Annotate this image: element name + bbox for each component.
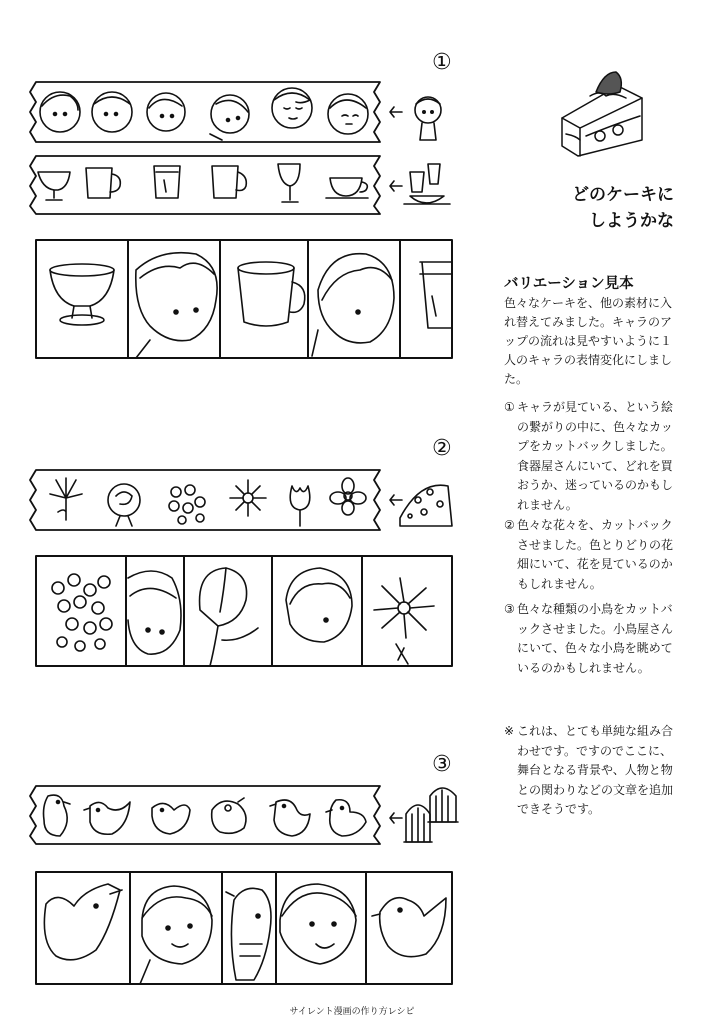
flower-cluster-icon xyxy=(169,485,205,524)
glass-icon xyxy=(154,166,180,198)
item-mark: ① xyxy=(504,400,515,414)
dishes-group-icon xyxy=(404,164,450,204)
bird-closeup-icon xyxy=(44,884,122,960)
birdcage-icon xyxy=(428,788,458,822)
face-icon xyxy=(328,94,368,134)
face-closeup-icon xyxy=(280,884,356,964)
face-closeup-icon xyxy=(140,886,212,984)
item-text: 色々な種類の小鳥をカットバックさせました。小鳥屋さんにいて、色々な小鳥を眺めているのかもしれません。 xyxy=(517,602,674,675)
bird-icon xyxy=(270,800,310,836)
section-number-3: ③ xyxy=(432,752,452,777)
flower-cluster-icon xyxy=(52,574,112,651)
variation-item-1 xyxy=(504,398,676,515)
flower-icon xyxy=(330,478,366,515)
face-icon xyxy=(40,92,80,132)
item-mark: ② xyxy=(504,518,515,532)
bird-icon xyxy=(326,800,366,836)
film-strip-flowers xyxy=(30,470,452,530)
section-number-1: ① xyxy=(432,50,452,75)
face-icon xyxy=(210,95,249,140)
mug-icon xyxy=(238,262,305,326)
daisy-icon xyxy=(230,480,266,516)
note-mark: ※ xyxy=(504,724,515,738)
bird-closeup-icon xyxy=(226,888,271,980)
mug-icon xyxy=(86,168,120,198)
birdcage-icon xyxy=(404,805,432,842)
lily-icon xyxy=(50,478,82,520)
reference-character-icon xyxy=(415,97,441,140)
section-number-2: ② xyxy=(432,436,452,461)
variation-item-2 xyxy=(504,516,676,594)
cake-caption-line-2: しようかな xyxy=(589,211,674,231)
cake-slice-icon xyxy=(562,72,642,156)
variation-item-3 xyxy=(504,600,676,678)
item-text: 色々な花々を、カットバックさせました。色とりどりの花畑にいて、花を見ているのかもしれません。 xyxy=(517,518,674,591)
panel-row-1 xyxy=(36,240,452,358)
face-icon xyxy=(92,92,132,132)
bird-closeup-icon xyxy=(372,898,446,957)
face-closeup-icon xyxy=(128,571,181,654)
flower-bed-icon xyxy=(400,485,452,526)
bird-icon xyxy=(44,795,71,836)
face-icon xyxy=(147,93,185,131)
note-text: これは、とても単純な組み合わせです。ですのでここに、舞台となる背景や、人物と物との関わりなどの文章を追加できそうです。 xyxy=(517,724,674,816)
bird-icon xyxy=(152,803,190,834)
variation-intro: 色々なケーキを、他の素材に入れ替えてみました。キャラのアップの流れは見やすいように１人のキャラの表情変化にしました。 xyxy=(504,296,673,386)
item-mark: ③ xyxy=(504,602,515,616)
bird-icon xyxy=(212,798,246,833)
rose-icon xyxy=(108,484,140,526)
bird-icon xyxy=(84,802,130,834)
panel-row-3 xyxy=(36,872,452,984)
face-closeup-icon xyxy=(286,568,352,642)
wine-glass-icon xyxy=(278,164,300,202)
teacup-icon xyxy=(326,178,368,198)
mug-icon xyxy=(212,166,246,198)
page-footer: サイレント漫画の作り方レシピ xyxy=(289,1007,415,1017)
cake-caption xyxy=(532,182,674,234)
tulip-icon xyxy=(290,486,310,526)
variation-title: バリエーション見本 xyxy=(504,276,634,292)
panel-row-2 xyxy=(36,556,452,666)
face-closeup-icon xyxy=(136,253,217,358)
cake-caption-line-1: どのケーキに xyxy=(572,185,674,205)
glass-icon xyxy=(420,262,452,328)
film-strip-cups xyxy=(30,156,450,214)
note xyxy=(504,722,676,820)
face-closeup-icon xyxy=(312,254,394,356)
film-strip-faces xyxy=(30,82,441,142)
item-text: キャラが見ている、という絵の繋がりの中に、色々なカップをカットバックしました。食器屋さんにいて、どれを買おうか、迷っているのかもしれません。 xyxy=(517,400,674,512)
dessert-bowl-icon xyxy=(38,172,70,200)
daisy-icon xyxy=(374,578,434,664)
dessert-bowl-icon xyxy=(50,264,114,325)
face-icon xyxy=(272,88,312,128)
tulip-icon xyxy=(200,568,258,666)
film-strip-birds xyxy=(30,786,458,844)
